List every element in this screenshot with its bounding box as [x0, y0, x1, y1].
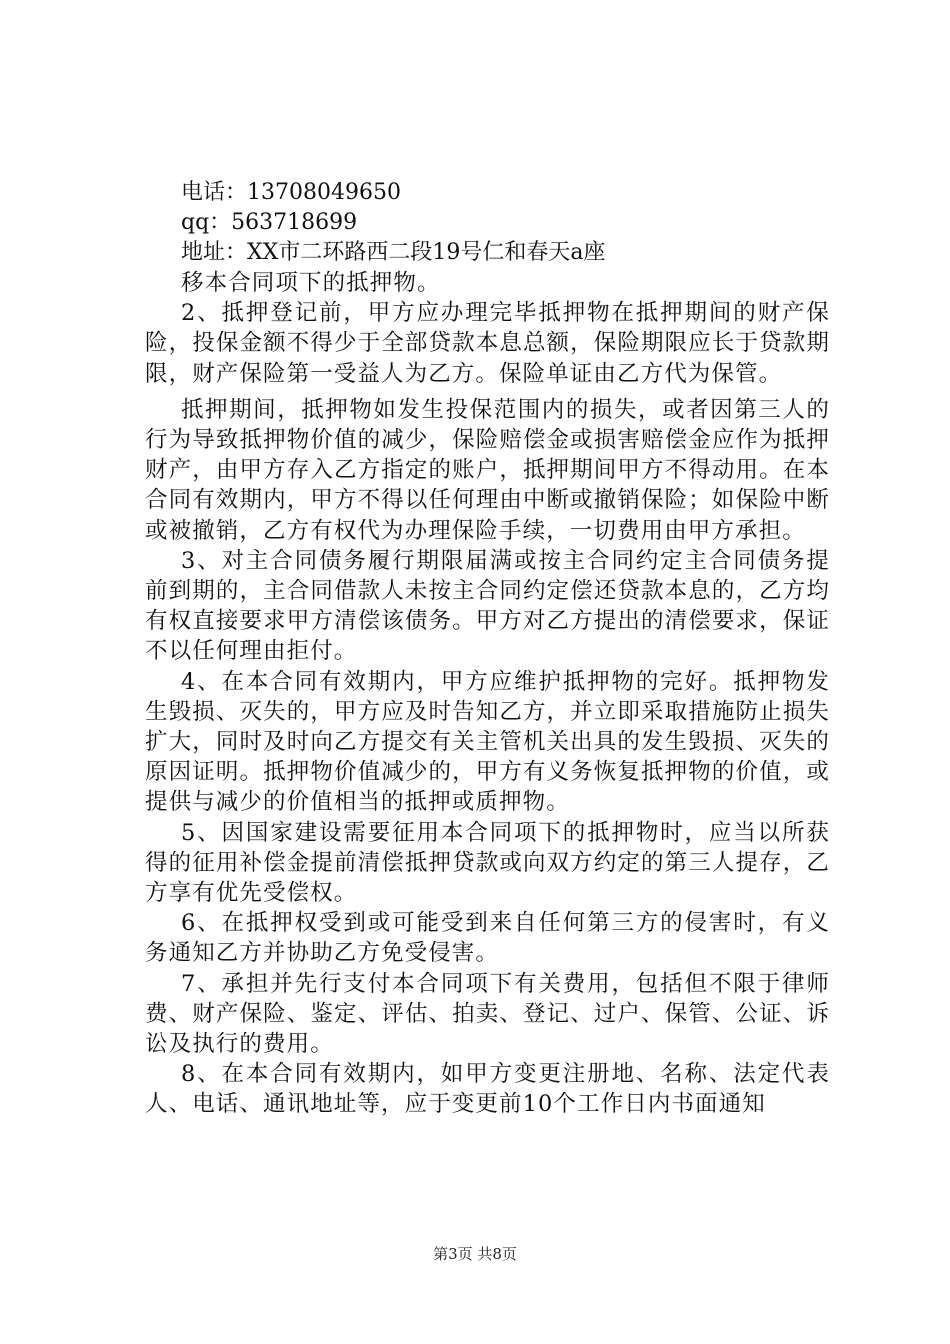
contract-body [145, 268, 830, 1120]
paragraph-clause-7: 7、承担并先行支付本合同项下有关费用，包括但不限于律师费、财产保险、鉴定、评估、拍卖、登记、过户、保管、公证、诉讼及执行的费用。 [145, 970, 830, 1058]
paragraph-clause-2-insurance: 抵押期间，抵押物如发生投保范围内的损失，或者因第三人的行为导致抵押物价值的减少，保险赔偿金或损害赔偿金应作为抵押财产，由甲方存入乙方指定的账户，抵押期间甲方不得动用。在本合同有效期内，甲方不得以任何理由中断或撤销保险；如保险中断或被撤销，乙方有权代为办理保险手续，一切费用由甲方承担。 [145, 396, 830, 544]
address-line: 地址：XX市二环路西二段19号仁和春天a座 [181, 240, 606, 265]
paragraph-clause-3: 3、对主合同债务履行期限届满或按主合同约定主合同债务提前到期的，主合同借款人未按主合同约定偿还贷款本息的，乙方均有权直接要求甲方清偿该债务。甲方对乙方提出的清偿要求，保证不以任何理由拒付。 [145, 547, 830, 665]
paragraph-clause-8: 8、在本合同有效期内，如甲方变更注册地、名称、法定代表人、电话、通讯地址等，应于变更前10个工作日内书面通知 [145, 1061, 830, 1118]
paragraph-clause-5: 5、因国家建设需要征用本合同项下的抵押物时，应当以所获得的征用补偿金提前清偿抵押贷款或向双方约定的第三人提存，乙方享有优先受偿权。 [145, 819, 830, 907]
paragraph-clause-6: 6、在抵押权受到或可能受到来自任何第三方的侵害时，有义务通知乙方并协助乙方免受侵害。 [145, 910, 830, 967]
paragraph-continuation: 移本合同项下的抵押物。 [181, 270, 441, 296]
qq-line: qq：563718699 [181, 210, 358, 235]
page-number-footer: 第3页 共8页 [433, 1245, 517, 1263]
contact-block [181, 178, 801, 268]
phone-line: 电话：13708049650 [181, 180, 401, 205]
paragraph-clause-2: 2、抵押登记前，甲方应办理完毕抵押物在抵押期间的财产保险，投保金额不得少于全部贷款本息总额，保险期限应长于贷款期限，财产保险第一受益人为乙方。保险单证由乙方代为保管。 [145, 300, 830, 387]
paragraph-clause-4: 4、在本合同有效期内，甲方应维护抵押物的完好。抵押物发生毁损、灭失的，甲方应及时告知乙方，并立即采取措施防止损失扩大，同时及时向乙方提交有关主管机关出具的发生毁损、灭失的原因证明。抵押物价值减少的，甲方有义务恢复抵押物的价值，或提供与减少的价值相当的抵押或质押物。 [145, 668, 830, 816]
